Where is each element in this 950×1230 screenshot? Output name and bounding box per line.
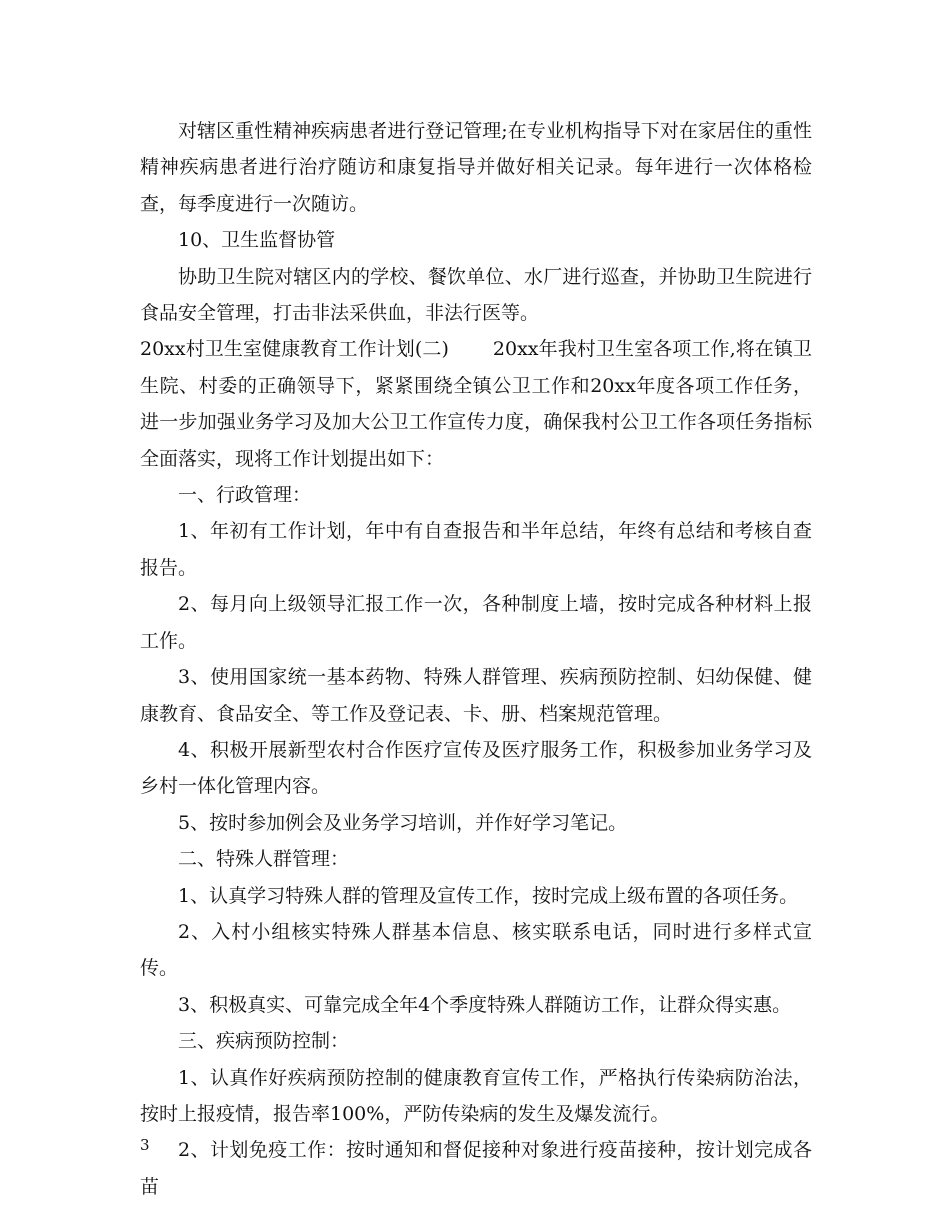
paragraph-plan-intro [140,331,812,477]
section-heading: 10、卫生监督协管 [178,229,336,252]
list-item: 4、积极开展新型农村合作医疗宣传及医疗服务工作，积极参加业务学习及乡村一体化管理内容。 [140,738,812,798]
plan-title: 20xx村卫生室健康教育工作计划(二) [140,338,449,361]
list-item: 1、年初有工作计划，年中有自查报告和半年总结，年终有总结和考核自查报告。 [140,520,812,579]
paragraph: 协助卫生院对辖区内的学校、餐饮单位、水厂进行巡查，并协助卫生院进行食品安全管理，打击非法采供血，非法行医等。 [140,265,812,325]
section-heading: 三、疾病预防控制： [178,1030,350,1053]
list-item: 2、入村小组核实特殊人群基本信息、核实联系电话，同时进行多样式宣传。 [140,920,812,980]
list-item: 2、计划免疫工作：按时通知和督促接种对象进行疫苗接种，按计划完成各苗 [140,1139,812,1198]
section-heading: 一、行政管理： [178,484,312,507]
list-item: 3、使用国家统一基本药物、特殊人群管理、疾病预防控制、妇幼保健、健康教育、食品安全、等工作及登记表、卡、册、档案规范管理。 [140,666,812,725]
list-item: 1、认真作好疾病预防控制的健康教育宣传工作，严格执行传染病防治法，按时上报疫情，报告率100%，严防传染病的发生及爆发流行。 [140,1066,812,1125]
document-body [140,113,812,1205]
list-item: 1、认真学习特殊人群的管理及宣传工作，按时完成上级布置的各项任务。 [178,884,799,907]
list-item: 5、按时参加例会及业务学习培训，并作好学习笔记。 [178,811,628,834]
plan-intro-text: 20xx年我村卫生室各项工作,将在镇卫生院、村委的正确领导下，紧紧围绕全镇公卫工作和20xx年度各项工作任务，进一步加强业务学习及加大公卫工作宣传力度，确保我村公卫工作各项任务指标全面落实，现将工作计划提出如下： [140,338,812,470]
list-item: 3、积极真实、可靠完成全年4个季度特殊人群随访工作，让群众得实惠。 [178,993,792,1016]
page-number: 3 [140,1136,150,1154]
paragraph: 对辖区重性精神疾病患者进行登记管理;在专业机构指导下对在家居住的重性精神疾病患者进行治疗随访和康复指导并做好相关记录。每年进行一次体格检查，每季度进行一次随访。 [140,120,812,215]
section-heading: 二、特殊人群管理： [178,848,350,871]
list-item: 2、每月向上级领导汇报工作一次，各种制度上墙，按时完成各种材料上报工作。 [140,593,812,652]
